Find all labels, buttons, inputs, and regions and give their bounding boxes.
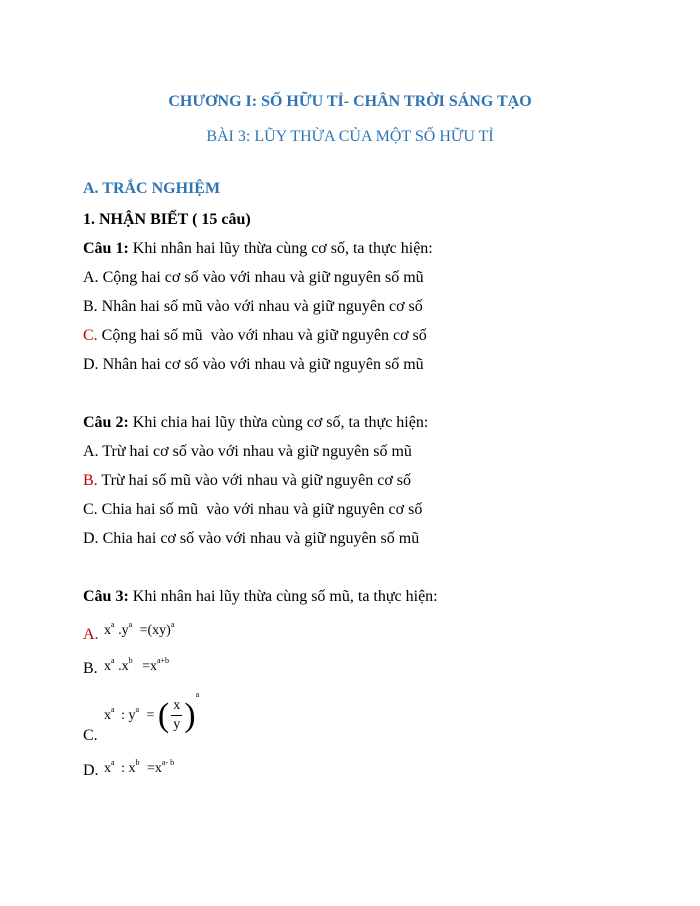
- q2-option-d: [83, 530, 419, 548]
- q1-option-d: [83, 356, 424, 374]
- q1-option-a: [83, 269, 424, 287]
- q3-option-c-letter: C.: [83, 727, 98, 744]
- q3-option-b-letter: B.: [83, 660, 98, 677]
- lesson-title: BÀI 3: LŨY THỪA CỦA MỘT SỐ HỮU TỈ: [206, 128, 494, 145]
- option-text: Cộng hai số mũ vào với nhau và giữ nguyên cơ số: [97, 327, 427, 344]
- q2-option-b: [83, 472, 411, 490]
- question-1: [83, 240, 433, 258]
- option-letter: A.: [83, 269, 99, 286]
- option-letter-correct: C.: [83, 327, 98, 344]
- option-letter: A.: [83, 443, 99, 460]
- option-letter-correct: B.: [83, 472, 98, 489]
- option-text: Chia hai cơ số vào với nhau và giữ nguyên số mũ: [98, 530, 420, 547]
- question-label: Câu 1:: [83, 240, 129, 257]
- option-letter: D.: [83, 530, 99, 547]
- option-text: Nhân hai số mũ vào với nhau và giữ nguyên cơ số: [97, 298, 423, 315]
- q3-option-d-letter: D.: [83, 762, 99, 779]
- question-2: [83, 414, 428, 432]
- q3-option-b-formula: $x^a$ $.x^b =x^{a+b}$: [104, 656, 170, 674]
- option-text: Trừ hai số mũ vào với nhau và giữ nguyên cơ số: [97, 472, 412, 489]
- question-text: Khi nhân hai lũy thừa cùng số mũ, ta thực hiện:: [128, 588, 438, 605]
- option-letter: D.: [83, 356, 99, 373]
- section-heading: A. TRẮC NGHIỆM: [83, 180, 221, 197]
- q1-option-b: [83, 298, 423, 316]
- question-3: [83, 588, 438, 606]
- q3-option-a-formula: $x^a$ $.y^a =(xy)^a$: [104, 620, 175, 638]
- q1-option-c: [83, 327, 427, 345]
- option-text: Cộng hai cơ số vào với nhau và giữ nguyên số mũ: [98, 269, 424, 286]
- option-text: Chia hai số mũ vào với nhau và giữ nguyên cơ số: [97, 501, 423, 518]
- question-label: Câu 2:: [83, 414, 129, 431]
- option-letter: B.: [83, 298, 98, 315]
- q3-option-a-letter: A.: [83, 626, 99, 643]
- option-text: Nhân hai cơ số vào với nhau và giữ nguyên số mũ: [98, 356, 424, 373]
- question-text: Khi chia hai lũy thừa cùng cơ số, ta thực hiện:: [128, 414, 429, 431]
- question-text: Khi nhân hai lũy thừa cùng cơ số, ta thực hiện:: [128, 240, 433, 257]
- q3-option-d-formula: $x^a$ : $x^b =x^{a- b}$: [104, 758, 175, 776]
- q3-option-c-formula: $x^a$ : $y^a$ = ( $\frac{x}{y}$ )$^a$: [104, 690, 200, 734]
- option-text: Trừ hai cơ số vào với nhau và giữ nguyên số mũ: [98, 443, 412, 460]
- q2-option-a: [83, 443, 412, 461]
- option-letter: C.: [83, 501, 98, 518]
- question-label: Câu 3:: [83, 588, 129, 605]
- chapter-title: CHƯƠNG I: SỐ HỮU TỈ- CHÂN TRỜI SÁNG TẠO: [168, 93, 532, 110]
- level-heading: 1. NHẬN BIẾT ( 15 câu): [83, 211, 251, 228]
- q2-option-c: [83, 501, 422, 519]
